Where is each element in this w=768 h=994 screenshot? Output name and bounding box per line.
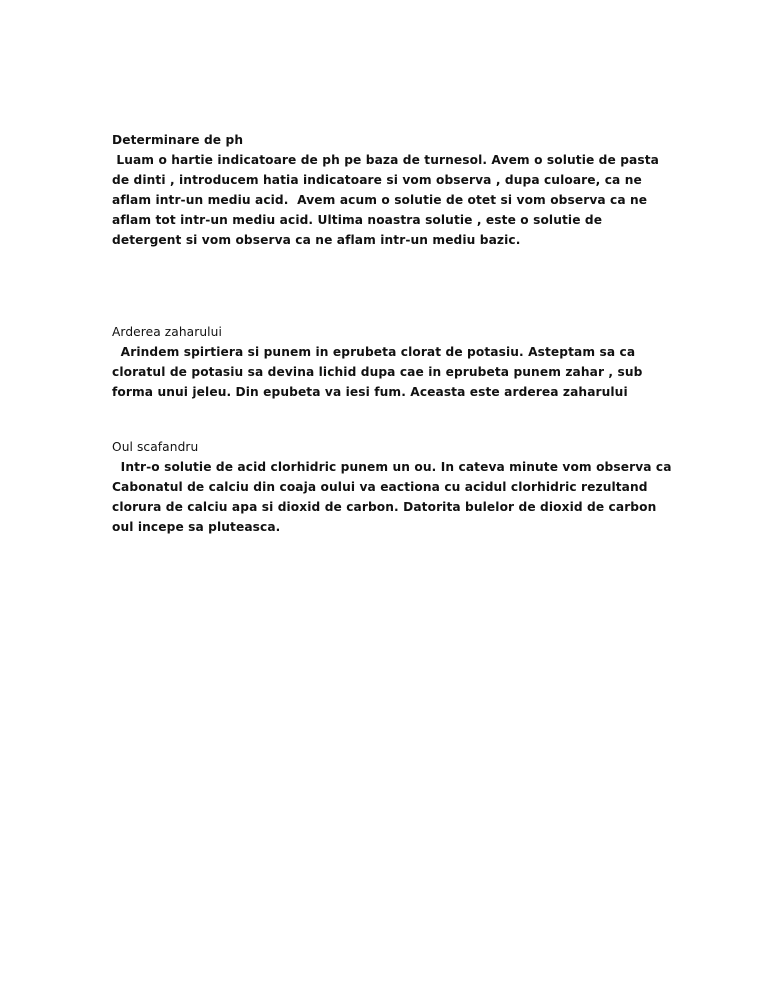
section-arderea-zaharului <box>112 322 672 402</box>
section-determinare-ph <box>112 130 672 250</box>
paragraph-line: Cabonatul de calciu din coaja oului va eactiona cu acidul clorhidric rezultand <box>112 480 648 494</box>
section-oul-scafandru <box>112 437 672 537</box>
paragraph-line: Arindem spirtiera si punem in eprubeta clorat de potasiu. Asteptam sa ca <box>112 345 636 359</box>
section-heading: Oul scafandru <box>112 440 199 454</box>
paragraph-line: forma unui jeleu. Din epubeta va iesi fum. Aceasta este arderea zaharului <box>112 385 628 399</box>
section-heading: Arderea zaharului <box>112 325 222 339</box>
paragraph-line: clorura de calciu apa si dioxid de carbon. Datorita bulelor de dioxid de carbon <box>112 500 657 514</box>
paragraph-line: Luam o hartie indicatoare de ph pe baza de turnesol. Avem o solutie de pasta <box>112 153 659 167</box>
paragraph-line: Intr-o solutie de acid clorhidric punem un ou. In cateva minute vom observa ca <box>112 460 672 474</box>
paragraph-line: aflam tot intr-un mediu acid. Ultima noastra solutie , este o solutie de <box>112 213 603 227</box>
paragraph-line: de dinti , introducem hatia indicatoare si vom observa , dupa culoare, ca ne <box>112 173 642 187</box>
paragraph-line: cloratul de potasiu sa devina lichid dupa cae in eprubeta punem zahar , sub <box>112 365 643 379</box>
paragraph-line: detergent si vom observa ca ne aflam intr-un mediu bazic. <box>112 233 521 247</box>
paragraph-line: aflam intr-un mediu acid. Avem acum o solutie de otet si vom observa ca ne <box>112 193 648 207</box>
section-heading: Determinare de ph <box>112 133 244 147</box>
paragraph-line: oul incepe sa pluteasca. <box>112 520 281 534</box>
